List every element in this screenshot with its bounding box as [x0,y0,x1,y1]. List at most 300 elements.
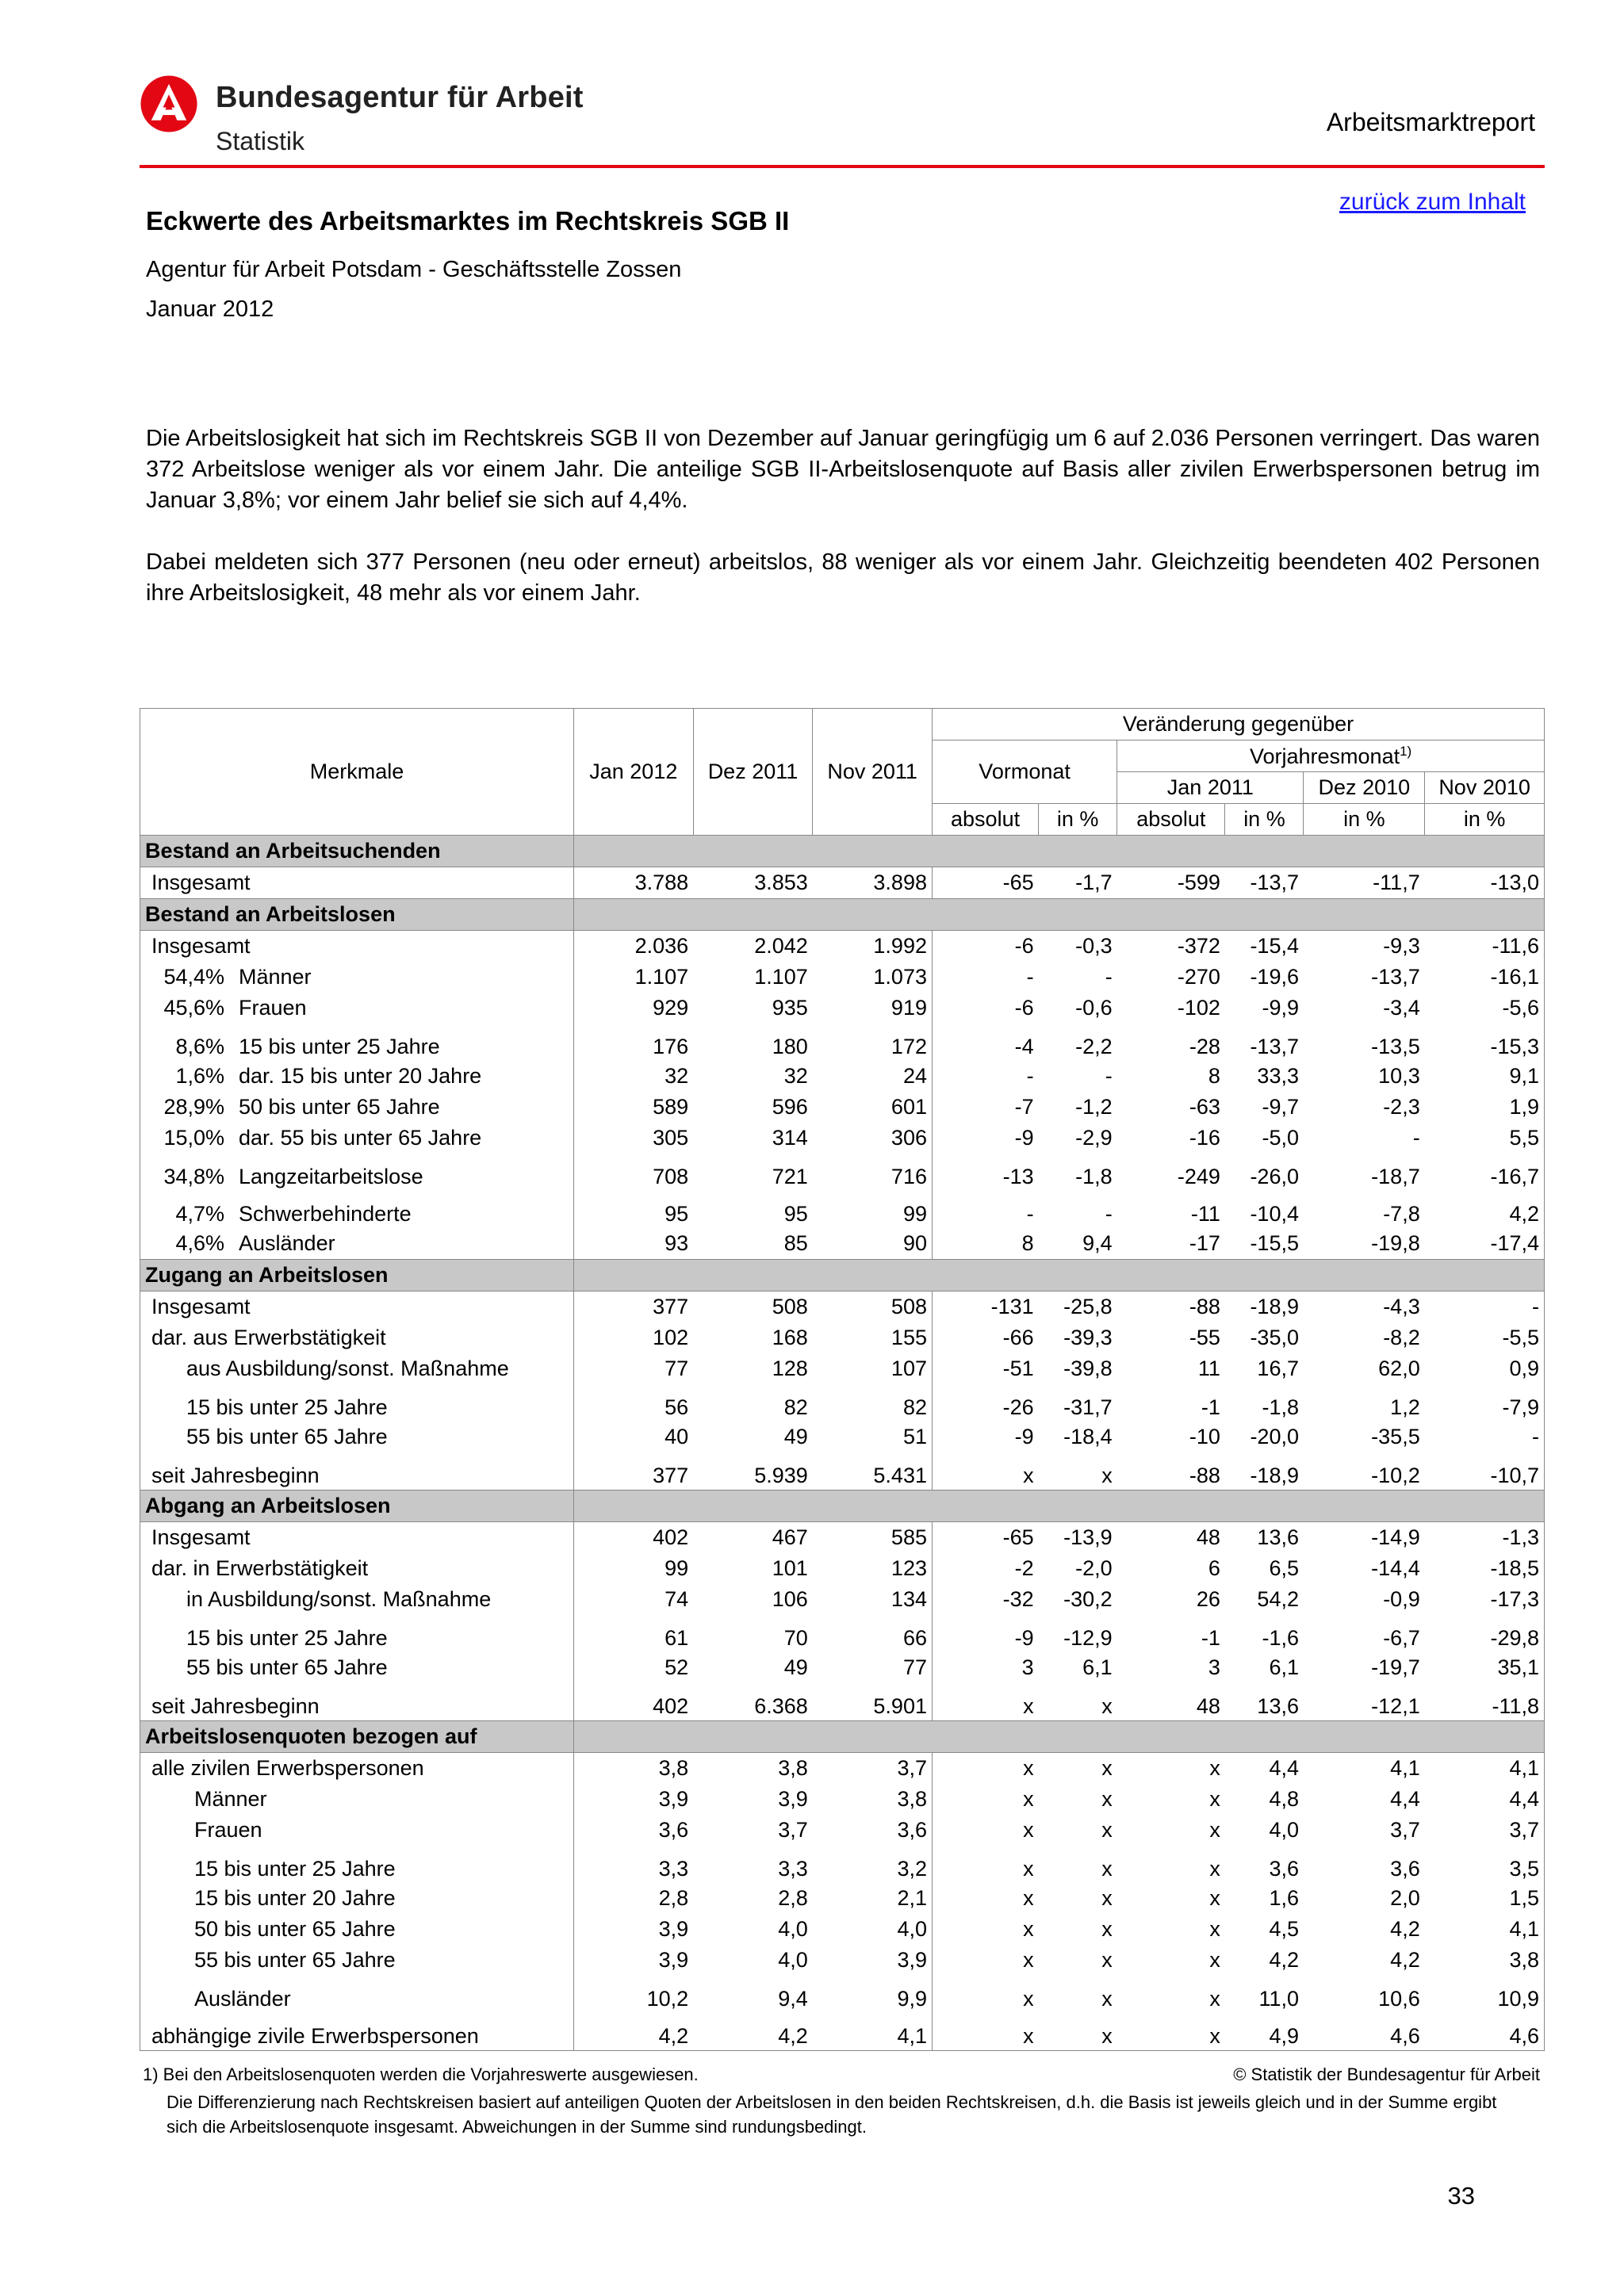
table-cell: -15,5 [1250,1231,1299,1255]
section-header-row [140,836,1545,867]
table-cell: x [932,1914,1038,1945]
table-cell: - [932,1191,1038,1228]
table-cell: x [1117,2013,1225,2051]
table-cell: -4 [932,1024,1038,1061]
table-cell: 4,2 [1390,1948,1420,1972]
table-row [140,1024,1545,1061]
table-cell: 1,5 [1425,1883,1545,1914]
table-cell: - [1105,1202,1113,1226]
table-cell: x [932,1976,1038,2013]
table-cell: -10 [1189,1425,1220,1448]
table-cell: 51 [902,1425,927,1448]
row-label: 15 bis unter 25 Jahre [140,1615,574,1652]
table-cell: -10,2 [1371,1464,1420,1487]
table-cell: x [1101,1948,1113,1972]
row-label [140,1024,574,1061]
footnote-marker: 1) [1400,743,1412,759]
table-cell: -17 [1189,1231,1220,1255]
table-cell: 70 [783,1626,808,1650]
table-cell: 0,9 [1425,1353,1545,1384]
table-cell: 3,2 [897,1857,927,1881]
row-label: 55 bis unter 65 Jahre [140,1422,574,1452]
table-cell: -18,9 [1250,1295,1299,1318]
table-cell: -65 [932,1522,1038,1554]
table-cell: -2,0 [1075,1556,1113,1580]
table-cell: 3,6 [897,1818,927,1842]
page-subtitle: Agentur für Arbeit Potsdam - Geschäftsstelle Zossen [146,257,682,282]
table-cell: 4,1 [813,2013,933,2051]
table-cell: -51 [932,1353,1038,1384]
table-cell: 4,1 [1425,1753,1545,1785]
table-cell: -372 [1177,934,1220,958]
table-cell: 4,4 [1390,1787,1420,1811]
table-cell: 5.901 [873,1694,927,1718]
table-cell: -13 [932,1154,1038,1191]
table-cell: -35,5 [1371,1425,1420,1448]
row-label: 15 bis unter 25 Jahre [140,1846,574,1883]
table-cell: -7,8 [1383,1202,1420,1226]
table-cell: 4,2 [693,2013,813,2051]
header-jan-2011: Jan 2011 [1117,772,1304,804]
table-cell: 2.036 [573,931,693,962]
table-cell: x [932,1883,1038,1914]
table-cell: 2,0 [1390,1886,1420,1910]
table-row [140,1914,1545,1945]
table-cell: 716 [891,1165,927,1188]
table-row [140,1584,1545,1615]
table-cell: -1,3 [1425,1522,1545,1554]
table-row [140,1092,1545,1123]
table-cell: 102 [573,1322,693,1353]
table-row [140,1292,1545,1323]
table-cell: 721 [772,1165,808,1188]
table-cell: 508 [891,1295,927,1318]
table-cell: 3,7 [1425,1815,1545,1846]
row-label [140,1154,574,1191]
table-header [140,709,1545,836]
row-label: Männer [140,1784,574,1815]
table-cell: -1,7 [1075,871,1113,894]
table-cell: 52 [573,1652,693,1683]
row-share: 45,6% [163,996,224,1020]
row-label: Insgesamt [140,1292,574,1323]
row-label: alle zivilen Erwerbspersonen [140,1753,574,1785]
table-cell: -1,6 [1262,1626,1299,1650]
table-cell: -19,6 [1250,965,1299,989]
table-cell: -55 [1189,1326,1220,1349]
header-nov-2011: Nov 2011 [813,709,933,836]
table-cell: -18,5 [1425,1553,1545,1584]
table-cell: - [1105,965,1113,989]
table-cell: 3,6 [1390,1857,1420,1881]
table-cell: -102 [1177,996,1220,1020]
table-cell: 402 [573,1683,693,1721]
table-cell: 3,8 [778,1756,808,1780]
table-cell: 180 [772,1035,808,1058]
table-cell: x [1209,1917,1220,1941]
table-cell: -6 [932,993,1038,1024]
row-share: 1,6% [175,1064,224,1088]
table-cell: 13,6 [1257,1525,1299,1549]
table-cell: x [932,1683,1038,1721]
table-cell: 82 [783,1395,808,1419]
section-header-row [140,1721,1545,1753]
table-cell: - [932,962,1038,993]
row-label: 15 bis unter 20 Jahre [140,1883,574,1914]
row-label [140,1061,574,1092]
table-cell: 33,3 [1257,1064,1299,1088]
row-label-text: Frauen [239,996,307,1020]
table-cell: 377 [573,1452,693,1490]
table-cell: 3 [1208,1655,1220,1679]
table-cell: 4,2 [1425,1191,1545,1228]
table-cell: -7,9 [1425,1384,1545,1422]
table-cell: -4,3 [1383,1295,1420,1318]
table-cell: 4,6 [1425,2013,1545,2051]
row-label-text: dar. 15 bis unter 20 Jahre [239,1064,482,1088]
table-cell: 4,0 [1269,1818,1299,1842]
table-cell: -32 [932,1584,1038,1615]
table-cell: 4,4 [1425,1784,1545,1815]
table-cell: -1 [1201,1626,1220,1650]
table-cell: -30,2 [1063,1587,1113,1611]
section-spacer [573,1490,1544,1522]
table-cell: -1,8 [1075,1165,1113,1188]
table-cell: -2,9 [1075,1126,1113,1150]
table-row [140,1384,1545,1422]
section-title: Abgang an Arbeitslosen [140,1490,574,1522]
table-cell: x [932,1753,1038,1785]
table-cell: -0,6 [1075,996,1113,1020]
table-cell: 6,1 [1082,1655,1113,1679]
table-cell: 26 [1196,1587,1220,1611]
table-cell: 5.939 [754,1464,808,1487]
table-row [140,1191,1545,1228]
table-cell: 49 [783,1425,808,1448]
table-cell: x [1101,1818,1113,1842]
table-cell: 3,9 [573,1784,693,1815]
table-cell: -1 [1201,1395,1220,1419]
table-cell: -13,7 [1250,1035,1299,1058]
row-share: 8,6% [175,1035,224,1058]
row-label: in Ausbildung/sonst. Maßnahme [140,1584,574,1615]
row-share: 4,7% [175,1202,224,1226]
table-cell: -13,7 [1250,871,1299,894]
table-cell: -66 [932,1322,1038,1353]
table-cell: 3,5 [1425,1846,1545,1883]
table-cell: -14,9 [1371,1525,1420,1549]
header-in-pct: in % [1425,804,1545,836]
table-cell: 3,7 [1390,1818,1420,1842]
table-cell: x [1209,1948,1220,1972]
table-row [140,962,1545,993]
table-cell: 61 [573,1615,693,1652]
table-cell: 56 [573,1384,693,1422]
table-cell: -6,7 [1383,1626,1420,1650]
header-divider [140,165,1545,168]
table-cell: -9,7 [1262,1095,1299,1119]
table-cell: -9 [932,1422,1038,1452]
table-cell: -9,3 [1383,934,1420,958]
table-row [140,1353,1545,1384]
row-label: Insgesamt [140,931,574,962]
table-cell: 48 [1196,1694,1220,1718]
table-cell: -10,7 [1425,1452,1545,1490]
table-cell: 4,5 [1269,1917,1299,1941]
table-row [140,1123,1545,1154]
header-in-pct: in % [1304,804,1425,836]
table-cell: 6.368 [754,1694,808,1718]
table-cell: 3,8 [897,1787,927,1811]
table-cell: x [1101,1694,1113,1718]
table-cell: 2.042 [754,934,808,958]
table-cell: 3,6 [573,1815,693,1846]
table-cell: -5,5 [1425,1322,1545,1353]
table-cell: 4,2 [573,2013,693,2051]
table-cell: 1,6 [1269,1886,1299,1910]
table-cell: -15,4 [1250,934,1299,958]
table-cell: 2,8 [573,1883,693,1914]
table-cell: 3,7 [778,1818,808,1842]
table-cell: 32 [783,1064,808,1088]
table-cell: 93 [573,1228,693,1260]
table-cell: -1,8 [1262,1395,1299,1419]
row-label: Ausländer [140,1976,574,2013]
row-label-text: Männer [239,965,312,989]
table-cell: 4,9 [1225,2013,1304,2051]
row-label: seit Jahresbeginn [140,1452,574,1490]
labour-market-table [140,708,1545,2051]
table-cell: 314 [772,1126,808,1150]
table-cell: 3,9 [573,1945,693,1976]
table-row [140,1522,1545,1554]
section-header-row [140,1490,1545,1522]
table-cell: 74 [573,1584,693,1615]
table-cell: -13,7 [1371,965,1420,989]
table-cell: 589 [573,1092,693,1123]
table-cell: 66 [902,1626,927,1650]
row-share: 28,9% [163,1095,224,1119]
table-cell: 508 [772,1295,808,1318]
table-cell: 6 [1208,1556,1220,1580]
table-cell: -17,4 [1425,1228,1545,1260]
table-cell: 62,0 [1378,1357,1420,1380]
table-cell: 3,9 [897,1948,927,1972]
table-cell: -9,9 [1262,996,1299,1020]
table-cell: x [1101,1987,1113,2011]
footnote-1: 1) Bei den Arbeitslosenquoten werden die Vorjahreswerte ausgewiesen. [143,2064,699,2084]
table-cell: -13,9 [1063,1525,1113,1549]
header-absolut: absolut [1117,804,1225,836]
table-cell: 3,3 [778,1857,808,1881]
table-cell: 4,0 [778,1917,808,1941]
table-cell: -88 [1189,1295,1220,1318]
table-cell: 3,7 [897,1756,927,1780]
table-cell: 10,6 [1378,1987,1420,2011]
table-row [140,1846,1545,1883]
ba-logo-icon [140,75,198,133]
table-cell: 176 [573,1024,693,1061]
table-cell: 708 [573,1154,693,1191]
table-cell: 919 [891,996,927,1020]
table-cell: 3,6 [1269,1857,1299,1881]
table-cell: -3,4 [1383,996,1420,1020]
table-row [140,1815,1545,1846]
table-cell: 10,3 [1378,1064,1420,1088]
table-cell: -14,4 [1371,1556,1420,1580]
table-cell: -18,7 [1371,1165,1420,1188]
brand-subtitle: Statistik [216,127,305,155]
table-cell: -270 [1177,965,1220,989]
section-spacer [573,899,1544,931]
header-vormonat: Vormonat [932,740,1116,804]
row-label: dar. in Erwerbstätigkeit [140,1553,574,1584]
row-label: seit Jahresbeginn [140,1683,574,1721]
table-cell: 306 [891,1126,927,1150]
table-cell: x [1039,2013,1117,2051]
header-merkmale: Merkmale [140,709,574,836]
table-cell: -17,3 [1425,1584,1545,1615]
footnote-2: Die Differenzierung nach Rechtskreisen basiert auf anteiligen Quoten der Arbeitslosen in den beiden Rechtskreisen, d.h. die Basis ist jeweils gleich und in der Summe ergibt sich die Arbeitslosenquote insgesamt. Abweichungen in der Summe sind rundungsbedingt. [167,2092,1497,2137]
table-cell: x [1209,1987,1220,2011]
brand-name: Bundesagentur für Arbeit [216,81,584,114]
table-cell: -20,0 [1250,1425,1299,1448]
row-label [140,962,574,993]
table-cell: 90 [902,1231,927,1255]
table-cell: -11,6 [1425,931,1545,962]
table-cell: -26,0 [1250,1165,1299,1188]
table-cell: 3 [932,1652,1038,1683]
table-cell: - [1105,1064,1113,1088]
summary-paragraph: Dabei meldeten sich 377 Personen (neu oder erneut) arbeitslos, 88 weniger als vor einem Jahr. Gleichzeitig beendeten 402 Personen ihre Arbeitslosigkeit, 48 mehr als vor einem Jahr. [146,549,1540,606]
table-cell: 35,1 [1425,1652,1545,1683]
table-row [140,1452,1545,1490]
header-veraenderung: Veränderung gegenüber [932,709,1544,740]
table-body [140,836,1545,2051]
table-cell: 95 [783,1202,808,1226]
table-cell: -19,7 [1371,1655,1420,1679]
table-row [140,1683,1545,1721]
table-cell: 402 [573,1522,693,1554]
table-cell: x [1209,1787,1220,1811]
row-label: Frauen [140,1815,574,1846]
table-cell: x [932,1452,1038,1490]
header-jan-2012: Jan 2012 [573,709,693,836]
table-row [140,1228,1545,1260]
table-cell: 929 [573,993,693,1024]
table-cell: 85 [783,1231,808,1255]
row-label-text: Ausländer [239,1231,335,1255]
row-label [140,1092,574,1123]
table-cell: 106 [772,1587,808,1611]
row-share: 15,0% [163,1126,224,1150]
back-to-contents-link[interactable]: zurück zum Inhalt [1339,189,1526,215]
table-cell: -13,5 [1371,1035,1420,1058]
table-cell: 2,8 [778,1886,808,1910]
table-cell: -2,3 [1383,1095,1420,1119]
row-label: aus Ausbildung/sonst. Maßnahme [140,1353,574,1384]
table-cell: 1,2 [1390,1395,1420,1419]
table-cell: x [932,1846,1038,1883]
table-row [140,1784,1545,1815]
row-share: 4,6% [175,1231,224,1255]
table-cell: -29,8 [1425,1615,1545,1652]
summary-paragraph: Die Arbeitslosigkeit hat sich im Rechtskreis SGB II von Dezember auf Januar geringfügig um 6 auf 2.036 Personen verringert. Das waren 372 Arbeitslose weniger als vor einem Jahr. Die anteilige SGB II-Arbeitslosenquote auf Basis aller zivilen Erwerbspersonen betrug im Januar 3,8%; vor einem Jahr belief sie sich auf 4,4%. [146,426,1540,513]
table-cell: 6,5 [1269,1556,1299,1580]
table-cell: -2 [932,1553,1038,1584]
table-row [140,867,1545,899]
table-cell: 13,6 [1257,1694,1299,1718]
table-cell: -6 [932,931,1038,962]
table-cell: 596 [772,1095,808,1119]
table-cell: - [1412,1126,1420,1150]
table-cell: 99 [573,1553,693,1584]
header-in-pct: in % [1225,804,1304,836]
table-cell: -19,8 [1371,1231,1420,1255]
table-cell: -39,8 [1063,1357,1113,1380]
row-label: abhängige zivile Erwerbspersonen [140,2013,574,2051]
table-cell: -88 [1189,1464,1220,1487]
table-cell: 3.788 [573,867,693,899]
table-cell: 9,4 [778,1987,808,2011]
table-cell: -9 [932,1615,1038,1652]
page-title: Eckwerte des Arbeitsmarktes im Rechtskreis SGB II [146,206,790,235]
table-cell: 32 [573,1061,693,1092]
table-row [140,1976,1545,2013]
table-cell: 48 [1196,1525,1220,1549]
table-row [140,1652,1545,1683]
table-cell: 6,1 [1269,1655,1299,1679]
row-label-text: 50 bis unter 65 Jahre [239,1095,440,1119]
row-label: 55 bis unter 65 Jahre [140,1945,574,1976]
table-cell: -16 [1189,1126,1220,1150]
table-cell: -10,4 [1250,1202,1299,1226]
table-cell: x [1101,1917,1113,1941]
table-cell: x [1209,1818,1220,1842]
table-cell: x [1101,1857,1113,1881]
section-header-row [140,899,1545,931]
report-label: Arbeitsmarktreport [1326,108,1535,136]
table-cell: 9,4 [1082,1231,1113,1255]
table-cell: -599 [1177,871,1220,894]
table-cell: 99 [902,1202,927,1226]
row-label: Insgesamt [140,1522,574,1554]
table-cell: -11,8 [1425,1683,1545,1721]
table-cell: 128 [772,1357,808,1380]
table-cell: 16,7 [1257,1357,1299,1380]
table-cell: 168 [772,1326,808,1349]
section-header-row [140,1260,1545,1292]
header-in-pct: in % [1039,804,1117,836]
table-cell: -18,9 [1250,1464,1299,1487]
table-cell: 82 [902,1395,927,1419]
table-cell: 11 [1197,1357,1220,1380]
row-label: 50 bis unter 65 Jahre [140,1914,574,1945]
table-cell: -7 [932,1092,1038,1123]
table-cell: -2,2 [1075,1035,1113,1058]
table-cell: x [1101,1886,1113,1910]
table-cell: 172 [891,1035,927,1058]
table-cell: -26 [932,1384,1038,1422]
row-label: Insgesamt [140,867,574,899]
table-cell: 1,9 [1425,1092,1545,1123]
table-cell: 4,2 [1269,1948,1299,1972]
row-share: 34,8% [163,1165,224,1188]
table-cell: -16,7 [1425,1154,1545,1191]
table-cell: -5,0 [1262,1126,1299,1150]
table-cell: 3.898 [873,871,927,894]
table-row [140,1883,1545,1914]
